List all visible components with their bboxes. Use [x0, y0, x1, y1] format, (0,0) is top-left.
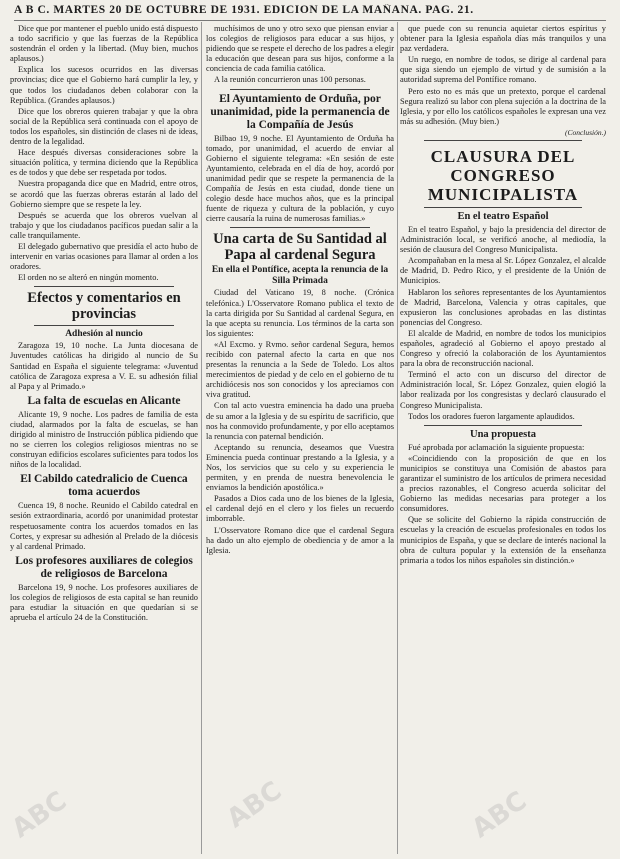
- paragraph: muchísimos de uno y otro sexo que piensan enviar a los colegios de religiosos para educar a sus hijos, y pidiendo que se respete el derecho de los padres a elegir la educación que desean para sus hijos, conforme a la conciencia de cada familia católica.: [206, 24, 394, 74]
- paragraph: Que se solicite del Gobierno la rápida construcción de escuelas y la creación de escuelas profesionales en todos los municipios de España, y que se declare de interés nacional la obra de cultura popular y la extensión de la enseñanza primaria a todos los niños españoles sin distinción.»: [400, 515, 606, 565]
- paragraph: El alcalde de Madrid, en nombre de todos los municipios españoles, agradeció al Gobierno el apoyo prestado al Congreso y ofreció la colaboración de los Ayuntamientos para la obra de reconstrucción nacional.: [400, 328, 606, 369]
- paragraph: En el teatro Español, y bajo la presidencia del director de Administración local, se verificó anoche, al mediodía, la sesión de clausura del Congreso Municipalista.: [400, 224, 606, 255]
- paragraph: El delegado gubernativo que presidía el acto hubo de intervenir en varias ocasiones para llamar al orden a los oradores.: [10, 241, 198, 272]
- paragraph: Terminó el acto con un discurso del director de Administración local, Sr. López Gonzalez, quien elogió la labor realizada por los congresistas y declaró clausurado el Congreso Municipalista.: [400, 370, 606, 410]
- paragraph: Con tal acto vuestra eminencia ha dado una prueba de su amor a la Iglesia y de su espíritu de sacrificio, que nos ha conmovido profundamente, y por ello aceptamos la renuncia con paternal bendición.: [206, 401, 394, 441]
- paragraph: Aceptando su renuncia, deseamos que Vuestra Eminencia pueda continuar prestando a la Iglesia, y a Nos, los servicios que su celo y su experiencia le permiten, y en prenda de nuestra benevolencia le enviamos la bendición apostólica.»: [206, 442, 394, 493]
- paragraph: Zaragoza 19, 10 noche. La Junta diocesana de Juventudes católicas ha dirigido al nuncio de Su Santidad en España el siguiente telegrama: «Juventud católica de Zaragoza expresa a V. E. su adhesión filial al Papa y al Primado.»: [10, 341, 198, 391]
- paragraph: que puede con su renuncia aquietar ciertos espíritus y obtener para la Iglesia española días más tranquilos y una paz verdadera.: [400, 24, 606, 54]
- paragraph: Ciudad del Vaticano 19, 8 noche. (Crónica telefónica.) L'Osservatore Romano publica el texto de la carta dirigida por Su Santidad al cardenal Segura, en la que acepta su renuncia. Los términos de la carta son los siguientes:: [206, 288, 394, 338]
- divider: [424, 140, 582, 141]
- divider: [34, 325, 174, 326]
- paragraph: Dice que por mantener el pueblo unido está dispuesto a todo sacrificio y que las fuerzas de la República sostendrán el orden y la libertad. (Muy bien, muchos aplausos.): [10, 24, 198, 64]
- watermark: ABC: [6, 785, 73, 845]
- column-3: [400, 24, 606, 854]
- paragraph: Hace después diversas consideraciones sobre la situación política, y termina diciendo que la República es de todos y que debe ser respetada por todos.: [10, 148, 198, 178]
- paragraph: Nuestra propaganda dice que en Madrid, entre otros, se acordó que las fuerzas obreras estarán al lado del Gobierno siempre que se respete la ley.: [10, 179, 198, 209]
- article-headline: El Cabildo catedralicio de Cuenca toma acuerdos: [20, 473, 188, 499]
- column-2: [206, 24, 394, 854]
- divider: [424, 207, 582, 208]
- paragraph: Pasados a Dios cada uno de los bienes de la Iglesia, el cardenal dejó en el clero y los fieles un recuerdo imborrable.: [206, 494, 394, 524]
- paragraph: Dice que los obreros quieren trabajar y que la obra social de la República será continuada con el apoyo de todos los españoles, sin distinción de clases ni de ideas, dentro de la legalidad.: [10, 106, 198, 147]
- article-headline: Adhesión al nuncio: [65, 329, 143, 340]
- paragraph: Alicante 19, 9 noche. Los padres de familia de esta ciudad, alarmados por la falta de escuelas, se han dirigido al ministro de Instrucción pública pidiendo que no se cierren los colegios religiosos mientras no se construyan edificios escolares suficientes para todos los niños de la localidad.: [10, 409, 198, 470]
- paragraph: El orden no se alteró en ningún momento.: [18, 273, 159, 283]
- watermark: ABC: [466, 785, 533, 845]
- paragraph: Explica los sucesos ocurridos en las diversas provincias; dice que el Gobierno hará cumplir la ley, y que todos los ciudadanos deben colaborar con la República. (Grandes aplausos.): [10, 65, 198, 105]
- divider: [230, 227, 370, 228]
- article-subheadline: En ella el Pontífice, acepta la renuncia de la Silla Primada: [211, 265, 389, 287]
- paragraph: Acompañaban en la mesa al Sr. López Gonzalez, el alcalde de Madrid, D. Pedro Rico, y el presidente de la Unión de Municipios.: [400, 256, 606, 286]
- paragraph: A la reunión concurrieron unas 100 personas.: [214, 75, 366, 85]
- watermark: ABC: [221, 775, 288, 835]
- column-rule: [397, 22, 398, 854]
- column-1: [10, 24, 198, 854]
- paragraph: Fué aprobada por aclamación la siguiente propuesta:: [408, 442, 585, 452]
- paragraph: «Coincidiendo con la proposición de que en los municipios se constituya una Comisión de abastos para garantizar el suministro de los artículos de primera necesidad a precios razonables, el Congreso acuerda solicitar del Gobierno las medidas necesarias para proteger a los consumidores.: [400, 453, 606, 514]
- paragraph: L'Osservatore Romano dice que el cardenal Segura ha dado un alto ejemplo de obediencia y de amor a la Iglesia.: [206, 525, 394, 555]
- section-headline: CLAUSURA DEL CONGRESO MUNICIPALISTA: [427, 146, 579, 204]
- paragraph: «Al Excmo. y Rvmo. señor cardenal Segura, hemos recibido con paternal afecto la carta en que nos presentas la renuncia a la Sede de Toledo. Los altos merecimientos de piedad y de celo en el gobierno de tu archidiócesis nos son conocidos y los apreciamos con viva gratitud.: [206, 339, 394, 400]
- paragraph: Barcelona 19, 9 noche. Los profesores auxiliares de los colegios de religiosos de esta capital se han reunido para estudiar la situación en que quedarían si se aprueba el artículo 24 de la Constitución.: [10, 582, 198, 623]
- article-subheadline: En el teatro Español: [457, 210, 549, 222]
- divider: [424, 425, 582, 426]
- article-subheadline: Una propuesta: [469, 428, 537, 440]
- paragraph: Todos los oradores fueron largamente aplaudidos.: [408, 411, 575, 421]
- paragraph: Hablaron los señores representantes de los Ayuntamientos de Madrid, Barcelona, Valencia y otras capitales, que expusieron las conclusiones aprobadas en las distintas ponencias del Congreso.: [400, 287, 606, 327]
- paragraph: Después se acuerda que los obreros vuelvan al trabajo y que los ciudadanos pacíficos puedan salir a la calle tranquilamente.: [10, 210, 198, 240]
- divider: [230, 89, 370, 90]
- section-headline: Efectos y comentarios en provincias: [27, 290, 181, 323]
- article-headline: El Ayuntamiento de Orduña, por unanimidad, pide la permanencia de la Compañía de Jesús: [210, 92, 390, 131]
- paragraph: Cuenca 19, 8 noche. Reunido el Cabildo catedral en sesión extraordinaria, acordó por unanimidad protestar respetuosamente contra los acuerdos tomados en las Cortes, y expresar su adhesión al Prelado de la diócesis y al cardenal Primado.: [10, 501, 198, 551]
- page-header: A B C. MARTES 20 DE OCTUBRE DE 1931. EDICION DE LA MAÑANA. PAG. 21.: [14, 4, 606, 21]
- paragraph: Un ruego, en nombre de todos, se dirige al cardenal para que siga siendo un ejemplo de virtud y de sumisión a la autoridad suprema del Pontífice romano.: [400, 55, 606, 85]
- paragraph: Pero esto no es más que un pretexto, porque el cardenal Segura realizó su labor con plena sujeción a la doctrina de la Iglesia, y por ello los católicos españoles le expresan una vez más su adhesión. (Muy bien.): [400, 86, 606, 126]
- section-headline: Una carta de Su Santidad al Papa al cardenal Segura: [213, 231, 387, 264]
- signature: (Conclusión.): [564, 127, 606, 137]
- article-headline: La falta de escuelas en Alicante: [27, 394, 181, 407]
- divider: [34, 286, 174, 287]
- article-headline: Los profesores auxiliares de colegios de religiosos de Barcelona: [15, 554, 193, 580]
- column-rule: [201, 22, 202, 854]
- paragraph: Bilbao 19, 9 noche. El Ayuntamiento de Orduña ha tomado, por unanimidad, el acuerdo de enviar al Gobierno el siguiente telegrama: «En sesión de este Ayuntamiento, celebrada en el día de hoy, acordó por unanimidad pedir que se respete la permanencia de la Compañía de Jesús en esta ciudad, donde tiene un colegio desde hace muchos años, que es la principal fuente de riqueza y cultura de la población, y cuyo cierre causaría la ruina de numerosas familias.»: [206, 133, 394, 224]
